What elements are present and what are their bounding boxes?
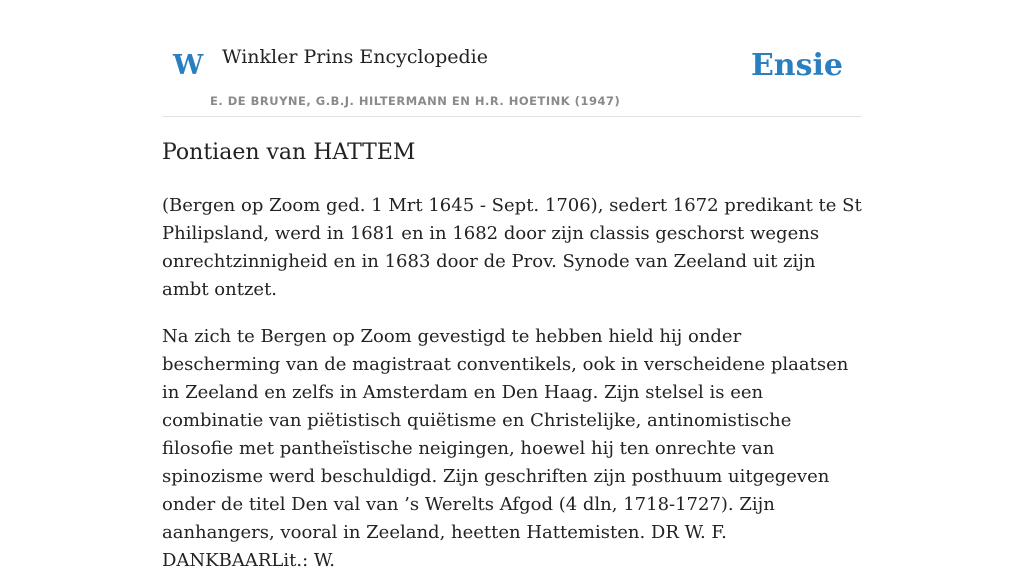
site-header: [162, 0, 862, 117]
site-title[interactable]: Winkler Prins Encyclopedie: [222, 46, 488, 68]
w-logo-icon[interactable]: W: [173, 50, 204, 81]
article-paragraph: Na zich te Bergen op Zoom gevestigd te hebben hield hij onder bescherming van de magistraat conventikels, ook in verscheidene plaatsen in Zeeland en zelfs in Amsterdam en Den Haag. Zijn stelsel is een combinatie van piëtistisch quiëtisme en Christelijke, antinomistische filosofie met pantheïstische neigingen, hoewel hij ten onrechte van spinozisme werd beschuldigd. Zijn geschriften zijn posthuum uitgegeven onder de titel Den val van ’s Werelts Afgod (4 dln, 1718-1727). Zijn aanhangers, vooral in Zeeland, heetten Hattemisten. DR W. F. DANKBAARLit.: W.: [162, 326, 849, 571]
article-title: Pontiaen van HATTEM: [162, 140, 416, 165]
article-paragraph: (Bergen op Zoom ged. 1 Mrt 1645 - Sept. 1706), sedert 1672 predikant te St Philipsland, werd in 1681 en in 1682 door zijn classis geschorst wegens onrechtzinnigheid en in 1683 door de Prov. Synode van Zeeland uit zijn ambt ontzet.: [162, 195, 862, 300]
authors-credit: E. DE BRUYNE, G.B.J. HILTERMANN EN H.R. HOETINK (1947): [210, 94, 621, 108]
ensie-logo-link[interactable]: Ensie: [750, 48, 843, 83]
